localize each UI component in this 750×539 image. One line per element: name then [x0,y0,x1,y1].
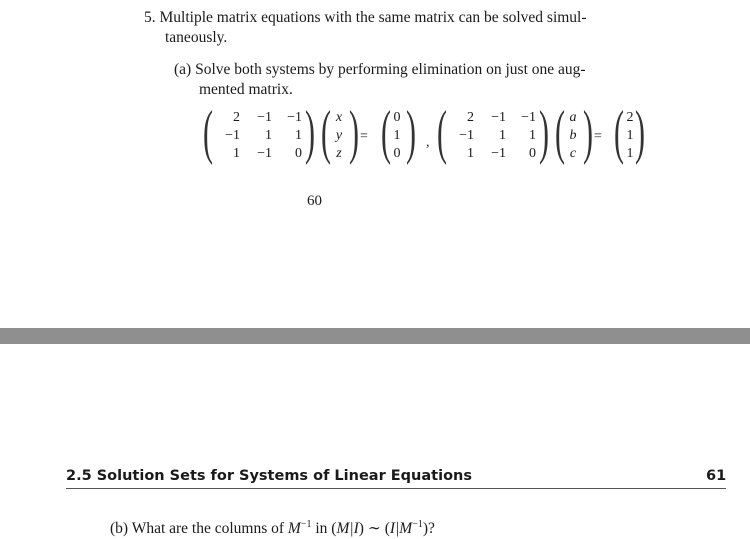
matrix-cell: −1 [225,128,240,143]
part-b-superscript: −1 [300,519,312,530]
part-b-augmented-right: I|M [389,520,413,538]
vector-cell: z [336,146,342,161]
right-paren: ) [348,99,359,165]
matrix-cell: 1 [499,128,506,143]
part-b-matrix-symbol: M [287,520,301,538]
rhs-vector-1 [391,109,403,163]
right-paren: ) [582,99,593,165]
page-number-top: 60 [307,193,322,209]
right-paren: ) [634,99,645,165]
left-paren: ( [380,99,391,165]
part-a-line1 [174,60,586,80]
left-paren: ( [613,99,624,165]
matrix-cell: 2 [233,110,240,125]
part-b-augmented-left: M|I [336,520,359,538]
right-paren: ) [304,99,315,165]
matrix-cell: −1 [257,146,272,161]
matrix-cell: 0 [295,146,302,161]
matrix-cell: −1 [257,110,272,125]
vector-cell: y [335,128,343,143]
problem-5-line1 [144,8,587,28]
header-rule [66,488,726,489]
vector-cell: x [335,110,343,125]
equals-sign: = [594,129,602,144]
vector-cell: 1 [393,128,401,143]
vector-cell: b [569,128,577,143]
part-b-line [110,515,435,539]
matrix-cell: −1 [491,146,506,161]
coefficient-matrix-1 [214,109,302,163]
part-b-label: (b) [110,520,129,538]
part-b-sim: ) ∼ ( [358,520,390,538]
page-number-bottom: 61 [706,468,727,484]
matrix-cell: 1 [467,146,474,161]
matrix-cell: −1 [459,128,474,143]
part-b-in: in ( [315,520,337,538]
part-b-superscript-2: −1 [412,519,423,530]
part-a-text-line2: mented matrix. [199,81,293,98]
matrix-cell: 1 [529,128,536,143]
vector-cell: 0 [393,110,401,125]
page-divider [0,328,750,344]
vector-cell: 1 [626,128,634,143]
matrix-cell: 1 [233,146,240,161]
right-paren: ) [405,99,416,165]
matrix-cell: 1 [295,128,302,143]
part-b-end: )? [422,520,435,538]
matrix-cell: 1 [265,128,272,143]
vector-cell: c [569,146,577,161]
problem-text-line2: taneously. [165,29,228,46]
part-b-text: What are the columns of [131,520,285,538]
equals-sign: = [360,129,368,144]
matrix-cell: −1 [491,110,506,125]
left-paren: ( [436,99,447,165]
vector-cell: 0 [393,146,401,161]
vector-cell: a [569,110,577,125]
variable-vector-2 [566,109,580,163]
section-header-title: 2.5 Solution Sets for Systems of Linear Equations [66,468,472,484]
matrix-cell: 0 [529,146,536,161]
separator-comma: , [426,135,430,150]
matrix-cell: −1 [287,110,302,125]
vector-cell: 1 [626,146,634,161]
matrix-equations [198,99,645,168]
vector-cell: 2 [626,110,634,125]
part-a-text-line1: Solve both systems by performing elimination on just one aug- [195,61,586,78]
variable-vector-1 [332,109,346,163]
left-paren: ( [554,99,565,165]
left-paren: ( [202,99,213,165]
left-paren: ( [320,99,331,165]
problem-number: 5. [144,9,156,26]
right-paren: ) [538,99,549,165]
problem-text-line1: Multiple matrix equations with the same matrix can be solved simul- [159,9,587,26]
matrix-cell: −1 [521,110,536,125]
matrix-cell: 2 [467,110,474,125]
part-a-label: (a) [174,61,192,78]
coefficient-matrix-2 [448,109,536,163]
